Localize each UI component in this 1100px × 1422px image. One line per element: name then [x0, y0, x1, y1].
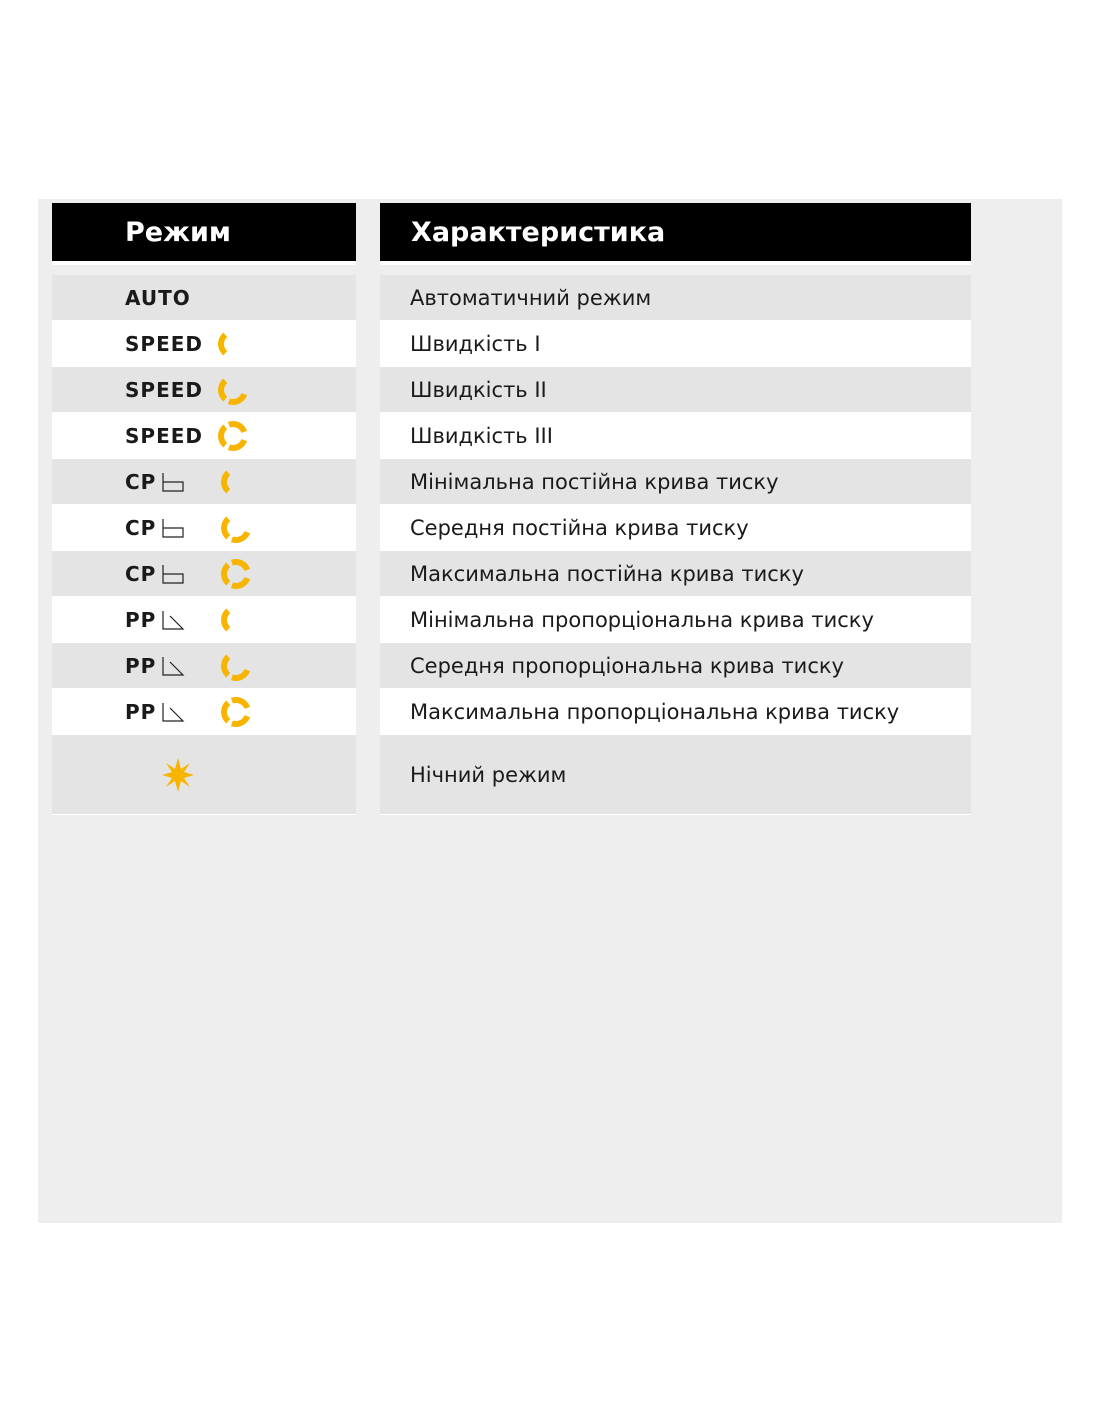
- description-header-label: Характеристика: [411, 216, 666, 248]
- mode-row: [52, 643, 356, 689]
- fan-speed-icon: [220, 554, 260, 594]
- fan-segment: [231, 697, 250, 709]
- mode-row: [52, 321, 356, 367]
- description-text: Мінімальна пропорціональна крива тиску: [410, 607, 874, 632]
- description-row: [380, 597, 971, 643]
- proportional-pressure-curve-icon: [160, 701, 186, 723]
- description-text: Мінімальна постійна крива тиску: [410, 469, 779, 494]
- fan-segment: [231, 669, 250, 681]
- mode-row: [52, 413, 356, 459]
- description-row: [380, 275, 971, 321]
- fan-speed-icon: [217, 324, 257, 364]
- proportional-pressure-curve-icon: [160, 609, 186, 631]
- fan-speed-icon: [220, 462, 260, 502]
- description-text: Середня пропорціональна крива тиску: [410, 653, 844, 678]
- description-text: Максимальна постійна крива тиску: [410, 561, 804, 586]
- mode-row: [52, 735, 356, 815]
- description-row: [380, 551, 971, 597]
- fan-segment: [218, 332, 227, 355]
- mode-label: AUTO: [125, 285, 191, 310]
- description-column: [380, 203, 971, 815]
- description-row: [380, 321, 971, 367]
- fan-speed-icon: [220, 600, 260, 640]
- fan-segment: [221, 608, 230, 631]
- fan-segment: [218, 424, 227, 447]
- description-text: Середня постійна крива тиску: [410, 515, 749, 540]
- fan-segment: [221, 470, 230, 493]
- mode-row: [52, 689, 356, 735]
- constant-pressure-curve-icon: [160, 517, 186, 539]
- fan-segment: [231, 559, 250, 571]
- description-text: Швидкість III: [410, 423, 553, 448]
- fan-speed-icon: [220, 692, 260, 732]
- description-row: [380, 505, 971, 551]
- fan-speed-icon: [217, 370, 257, 410]
- constant-pressure-curve-icon: [160, 471, 186, 493]
- mode-row: [52, 505, 356, 551]
- mode-row: [52, 275, 356, 321]
- proportional-pressure-curve-icon: [160, 655, 186, 677]
- sun-moon-night-icon: [156, 750, 216, 800]
- fan-speed-icon: [220, 646, 260, 686]
- mode-row: [52, 459, 356, 505]
- description-header: [380, 203, 971, 265]
- fan-segment: [231, 715, 250, 727]
- mode-label: CP: [125, 561, 157, 586]
- mode-label: CP: [125, 469, 157, 494]
- fan-segment: [221, 700, 230, 723]
- description-text: Автоматичний режим: [410, 285, 652, 310]
- fan-segment: [228, 439, 247, 451]
- mode-row: [52, 367, 356, 413]
- description-text: Нічний режим: [410, 762, 567, 787]
- fan-segment: [221, 516, 230, 539]
- mode-label: SPEED: [125, 331, 203, 356]
- fan-segment: [228, 393, 247, 405]
- description-row: [380, 459, 971, 505]
- fan-segment: [231, 577, 250, 589]
- description-row: [380, 735, 971, 815]
- mode-label: PP: [125, 607, 157, 632]
- fan-segment: [231, 531, 250, 543]
- constant-pressure-curve-icon: [160, 563, 186, 585]
- mode-label: PP: [125, 699, 157, 724]
- mode-column: [52, 203, 356, 815]
- fan-speed-icon: [220, 508, 260, 548]
- description-row: [380, 689, 971, 735]
- description-row: [380, 643, 971, 689]
- fan-segment: [221, 562, 230, 585]
- mode-label: CP: [125, 515, 157, 540]
- mode-row: [52, 597, 356, 643]
- fan-speed-icon: [217, 416, 257, 456]
- mode-label: SPEED: [125, 377, 203, 402]
- mode-label: SPEED: [125, 423, 203, 448]
- mode-row: [52, 551, 356, 597]
- fan-segment: [228, 421, 247, 433]
- description-row: [380, 413, 971, 459]
- description-text: Максимальна пропорціональна крива тиску: [410, 699, 900, 724]
- mode-header: [52, 203, 356, 265]
- description-row: [380, 367, 971, 413]
- fan-segment: [218, 378, 227, 401]
- mode-label: PP: [125, 653, 157, 678]
- description-text: Швидкість I: [410, 331, 541, 356]
- mode-header-label: Режим: [125, 216, 231, 248]
- fan-segment: [221, 654, 230, 677]
- description-text: Швидкість II: [410, 377, 547, 402]
